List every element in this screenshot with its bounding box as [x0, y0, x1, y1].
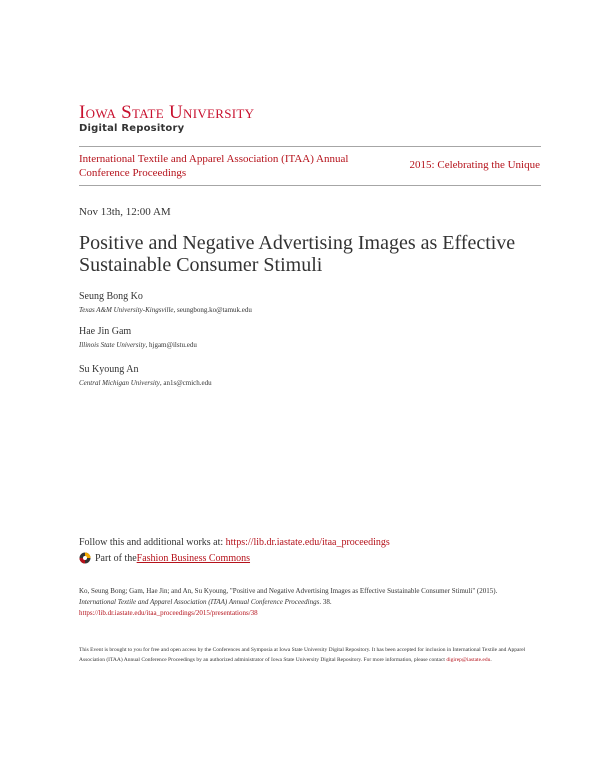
volume-link[interactable]: 2015: Celebrating the Unique: [409, 159, 540, 171]
notice-text: This Event is brought to you for free and open access by the Conferences and Symposia at Iowa State University Digital Repository. It has been accepted for inclusion in International Textile and Apparel Association (ITAA) Annual Conference Proceedings by an authorized administrator of Iowa State University Digital Repository. For more information, please contact: [79, 647, 526, 663]
series-link[interactable]: International Textile and Apparel Association (ITAA) Annual Conference Proceedings: [79, 153, 349, 179]
author-affiliation: [79, 379, 212, 387]
citation-journal: International Textile and Apparel Association (ITAA) Annual Conference Proceedings: [79, 598, 320, 606]
fashion-business-commons-link[interactable]: Fashion Business Commons: [136, 552, 251, 564]
paper-title: Positive and Negative Advertising Images as Effective Sustainable Consumer Stimuli: [79, 232, 516, 276]
citation-number: . 38.: [319, 598, 332, 606]
repository-logo[interactable]: [79, 103, 254, 135]
event-date: Nov 13th, 12:00 AM: [79, 206, 171, 218]
follow-line: [79, 537, 390, 548]
network-commons-icon: [79, 552, 91, 564]
author-affiliation: [79, 341, 197, 349]
author-name: Hae Jin Gam: [79, 326, 132, 337]
citation-url-link[interactable]: https://lib.dr.iastate.edu/itaa_proceedings/2015/presentations/38: [79, 609, 258, 617]
author-email: , hjgam@ilstu.edu: [145, 341, 197, 349]
contact-email-link[interactable]: digirep@iastate.edu: [446, 657, 491, 663]
author-institution: Central Michigan University: [79, 379, 160, 387]
recommended-citation: [79, 586, 534, 619]
proceedings-link[interactable]: https://lib.dr.iastate.edu/itaa_proceedings: [225, 537, 390, 548]
part-of-line: [79, 552, 250, 564]
logo-university-name: Iowa State University: [79, 102, 255, 123]
author-email: , seungbong.ko@tamuk.edu: [173, 306, 252, 314]
header-divider-top: [79, 146, 541, 147]
notice-end: .: [490, 657, 492, 663]
open-access-notice: [79, 645, 534, 665]
citation-text: Ko, Seung Bong; Gam, Hae Jin; and An, Su Kyoung, "Positive and Negative Advertising Images as Effective Sustainable Consumer Stimuli" (2015).: [79, 587, 498, 595]
author-name: Seung Bong Ko: [79, 291, 143, 302]
part-of-prefix: Part of the: [95, 552, 137, 564]
author-affiliation: [79, 306, 252, 314]
author-institution: Illinois State University: [79, 341, 146, 349]
author-name: Su Kyoung An: [79, 364, 139, 375]
logo-subtitle: Digital Repository: [79, 123, 185, 134]
header-divider-bottom: [79, 185, 541, 186]
author-institution: Texas A&M University-Kingsville: [79, 306, 174, 314]
follow-prefix: Follow this and additional works at:: [79, 537, 226, 548]
author-email: , an1s@cmich.edu: [159, 379, 212, 387]
